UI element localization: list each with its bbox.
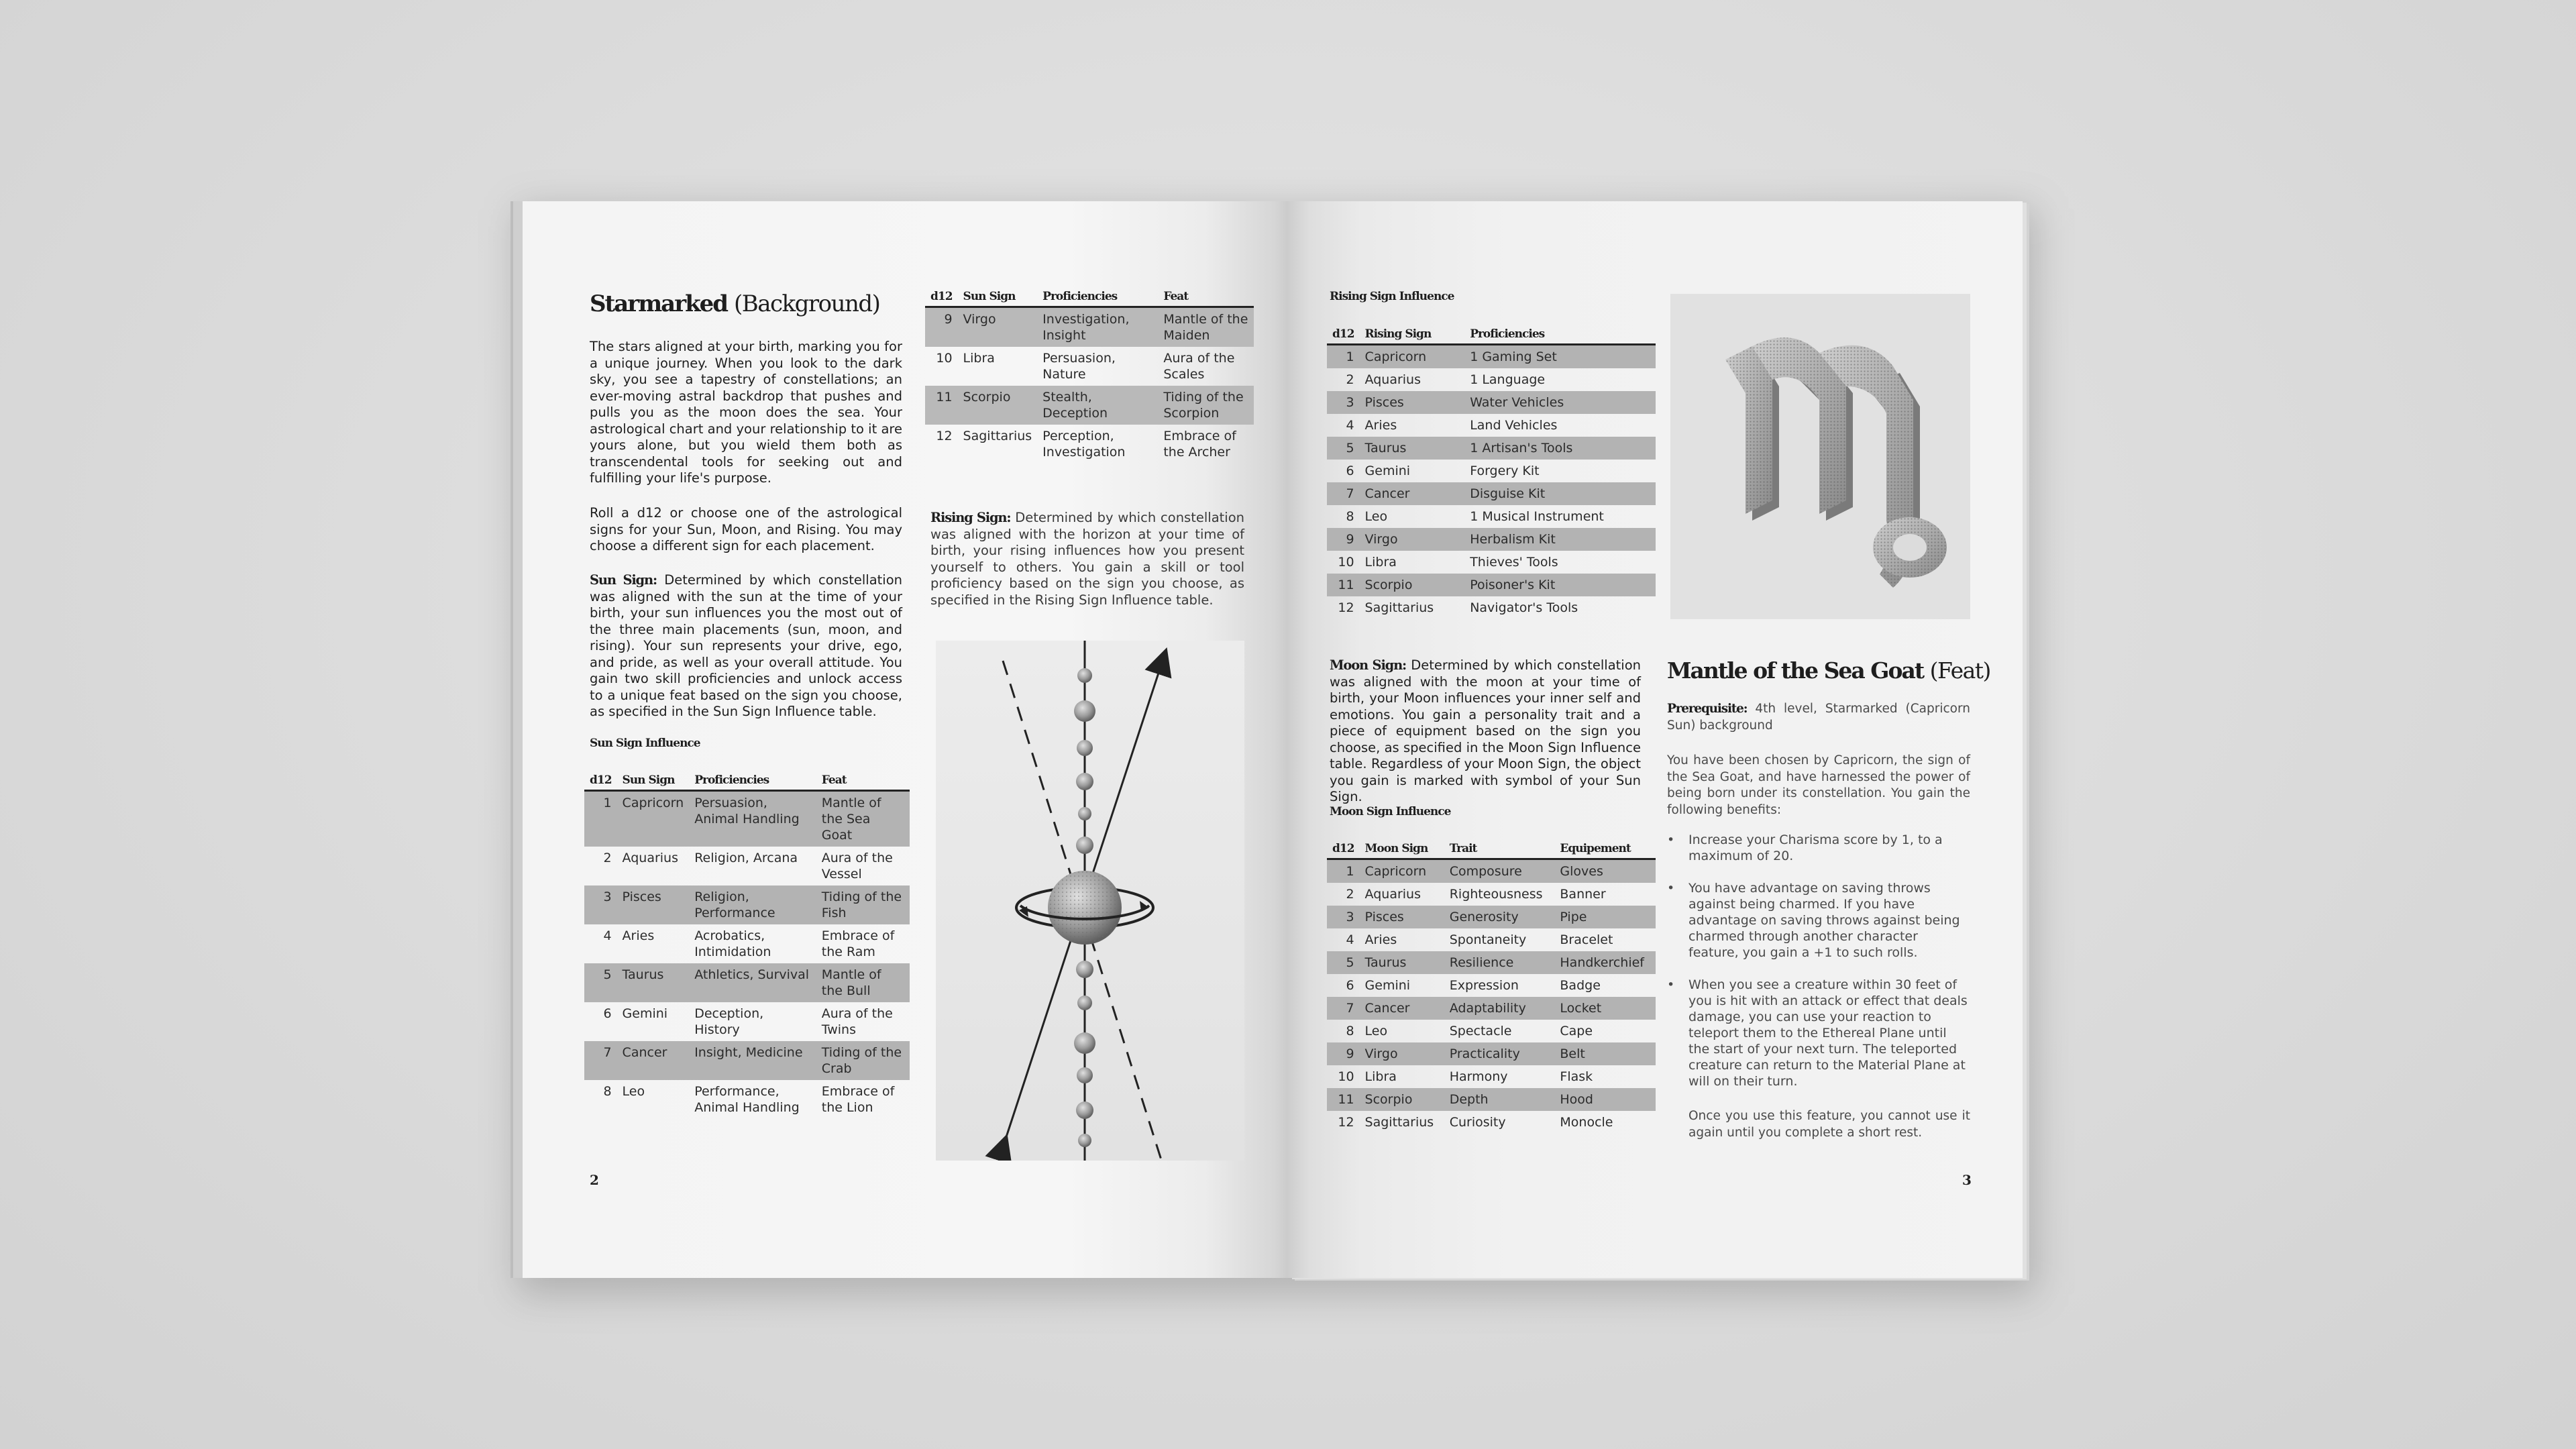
table-cell: 3 xyxy=(1327,391,1360,414)
table-cell: 2 xyxy=(1346,887,1354,902)
table-cell: 9 xyxy=(1327,1042,1360,1065)
table-cell: Generosity xyxy=(1444,906,1555,928)
table-cell: 8 xyxy=(1346,509,1354,524)
left-page xyxy=(513,201,1297,1278)
table-cell: 5 xyxy=(584,963,617,1002)
table-cell: Aquarius xyxy=(622,851,678,865)
table-cell: Resilience xyxy=(1444,951,1555,974)
table-cell: Herbalism Kit xyxy=(1464,528,1656,551)
table-cell: Libra xyxy=(963,351,995,366)
moon-sign-paragraph: Moon Sign: Determined by which constellation was aligned with the moon at your time of birth, your Moon influences your inner self and emotions. You gain a personality trait and a piece of equipment based on the sign you choose, as specified in the Moon Sign Influence table. Regardless of your Moon Sign, the object you gain is marked with symbol of your Sun Sign. xyxy=(1330,657,1641,804)
table-column-header: Sun Sign xyxy=(617,773,690,791)
table-cell: Banner xyxy=(1560,887,1606,902)
table-cell: 5 xyxy=(1327,437,1360,460)
table-cell: Pipe xyxy=(1554,906,1656,928)
table-row xyxy=(584,1041,910,1080)
table-column-header: Proficiencies xyxy=(689,773,816,791)
table-cell: Capricorn xyxy=(1360,345,1465,369)
table-row xyxy=(1327,482,1656,505)
table-cell: Virgo xyxy=(1360,528,1465,551)
table-cell: Composure xyxy=(1444,859,1555,883)
table-cell: 1 Artisan's Tools xyxy=(1464,437,1656,460)
table-row xyxy=(1327,1111,1656,1134)
table-cell: 11 xyxy=(1327,574,1360,596)
table-column-header: Trait xyxy=(1444,842,1555,859)
table-cell: Spontaneity xyxy=(1449,932,1527,947)
table-cell: Libra xyxy=(1364,1069,1397,1084)
table-cell: 4 xyxy=(1346,418,1354,433)
table-row xyxy=(584,847,910,885)
table-cell: Acrobatics, Intimidation xyxy=(694,928,771,959)
table-cell: Forgery Kit xyxy=(1470,464,1540,478)
table-row xyxy=(1327,1088,1656,1111)
table-cell: Bracelet xyxy=(1560,932,1613,947)
table-row xyxy=(1327,460,1656,482)
table-cell: 10 xyxy=(936,351,953,366)
table-row xyxy=(1327,883,1656,906)
table-cell: Libra xyxy=(1364,555,1397,570)
table-column-header: d12 xyxy=(1327,327,1360,345)
table-cell: Embrace of the Archer xyxy=(1163,429,1236,460)
table-cell: Aquarius xyxy=(1364,887,1421,902)
table-cell: 9 xyxy=(1327,528,1360,551)
table-cell: Taurus xyxy=(1360,437,1465,460)
table-cell: 2 xyxy=(1346,372,1354,387)
table-cell: Gemini xyxy=(622,1006,668,1021)
table-cell: Water Vehicles xyxy=(1464,391,1656,414)
table-cell: Aquarius xyxy=(1364,372,1421,387)
table-cell: 8 xyxy=(1346,1024,1354,1038)
table-column-header: d12 xyxy=(1327,842,1360,859)
page-number-left: 2 xyxy=(590,1172,599,1188)
table-cell: Aries xyxy=(1364,932,1397,947)
table-cell: Sagittarius xyxy=(1364,600,1434,615)
table-cell: Scorpio xyxy=(958,386,1038,425)
table-cell: Practicality xyxy=(1444,1042,1555,1065)
table-row xyxy=(1327,974,1656,997)
planet-orbit-axis-illustration xyxy=(936,641,1244,1161)
table-cell: 12 xyxy=(1338,1115,1354,1130)
table-cell: 8 xyxy=(603,1084,612,1099)
table-row xyxy=(584,791,910,847)
table-cell: Monocle xyxy=(1560,1115,1613,1130)
table-cell: Mantle of the Sea Goat xyxy=(816,791,910,847)
table-row xyxy=(1327,906,1656,928)
table-row xyxy=(1327,528,1656,551)
table-cell: 4 xyxy=(1346,932,1354,947)
table-cell: Expression xyxy=(1449,978,1519,993)
capricorn-glyph-illustration xyxy=(1670,294,1970,619)
table-cell: 1 xyxy=(584,791,617,847)
table-cell: Sagittarius xyxy=(963,429,1032,443)
table-row xyxy=(584,1002,910,1041)
table-cell: 6 xyxy=(1346,978,1354,993)
table-cell: Navigator's Tools xyxy=(1470,600,1578,615)
table-cell: Persuasion, Animal Handling xyxy=(689,791,816,847)
table-cell: Spectacle xyxy=(1449,1024,1512,1038)
table-row xyxy=(1327,414,1656,437)
table-row xyxy=(1327,859,1656,883)
feat-title: Mantle of the Sea Goat (Feat) xyxy=(1667,657,1990,684)
table-cell: Religion, Arcana xyxy=(694,851,798,865)
table-cell: 3 xyxy=(1327,906,1360,928)
table-cell: Leo xyxy=(1364,1024,1388,1038)
rising-sign-table xyxy=(1327,327,1656,619)
table-cell: Performance, Animal Handling xyxy=(694,1084,800,1115)
table-cell: Capricorn xyxy=(1360,859,1444,883)
right-page xyxy=(1288,201,2023,1278)
table-cell: Stealth, Deception xyxy=(1037,386,1158,425)
table-cell: Leo xyxy=(1364,509,1388,524)
table-cell: Sagittarius xyxy=(1364,1115,1434,1130)
table-cell: Land Vehicles xyxy=(1470,418,1558,433)
table-cell: 1 xyxy=(1327,345,1360,369)
table-cell: 12 xyxy=(936,429,953,443)
table-cell: Tiding of the Fish xyxy=(816,885,910,924)
feat-benefits-list xyxy=(1667,832,1970,1106)
table-cell: Perception, Investigation xyxy=(1042,429,1126,460)
table-cell: 1 Gaming Set xyxy=(1464,345,1656,369)
table-row xyxy=(584,924,910,963)
table-cell: Religion, Performance xyxy=(689,885,816,924)
rising-sign-paragraph: Rising Sign: Determined by which constellation was aligned with the horizon at your time of birth, your rising influences how you present yourself to others. You gain a skill or tool proficiency based on the sign you choose, as specified in the Rising Sign Influence table. xyxy=(930,510,1245,608)
table-cell: 9 xyxy=(925,307,958,347)
table-column-header: Proficiencies xyxy=(1037,290,1158,307)
table-cell: Handkerchief xyxy=(1554,951,1656,974)
table-cell: Embrace of the Ram xyxy=(821,928,895,959)
table-column-header: Rising Sign xyxy=(1360,327,1465,345)
table-row xyxy=(1327,596,1656,619)
table-cell: Aries xyxy=(1364,418,1397,433)
table-cell: Capricorn xyxy=(617,791,690,847)
sun-sign-table-continued xyxy=(925,290,1254,464)
table-cell: Righteousness xyxy=(1449,887,1543,902)
table-column-header: d12 xyxy=(584,773,617,791)
table-cell: Investigation, Insight xyxy=(1037,307,1158,347)
table-cell: 1 Musical Instrument xyxy=(1470,509,1604,524)
table-cell: Hood xyxy=(1554,1088,1656,1111)
table-cell: Pisces xyxy=(1360,391,1465,414)
table-cell: Scorpio xyxy=(1360,574,1465,596)
table-row xyxy=(1327,1020,1656,1042)
table-row xyxy=(925,347,1254,386)
table-cell: Cancer xyxy=(1360,482,1465,505)
table-row xyxy=(925,425,1254,464)
table-cell: 3 xyxy=(584,885,617,924)
table-cell: Taurus xyxy=(1360,951,1444,974)
table-row xyxy=(1327,345,1656,369)
table-cell: 1 xyxy=(1327,859,1360,883)
table-cell: Gemini xyxy=(1364,464,1411,478)
table-cell: Taurus xyxy=(617,963,690,1002)
background-title: Starmarked (Background) xyxy=(590,290,880,317)
table-cell: 11 xyxy=(925,386,958,425)
table-cell: Depth xyxy=(1444,1088,1555,1111)
table-cell: 6 xyxy=(1346,464,1354,478)
intro-paragraph: The stars aligned at your birth, marking you for a unique journey. When you look to the dark sky, you see a tapestry of constellations; an ever-moving astral backdrop that pushes and pulls you as the moon does the sea. Your astrological chart and your relationship to it are yours alone, but you wield them both as transcendental tools for seeking out and fulfilling your life's purpose. xyxy=(590,339,902,486)
table-row xyxy=(1327,997,1656,1020)
table-row xyxy=(1327,551,1656,574)
benefit-item: • You have advantage on saving throws against being charmed. If you have advantage on saving throws against being charmed through another character feature, you gain a +1 to such rolls. xyxy=(1667,880,1970,961)
table-cell: 7 xyxy=(1327,482,1360,505)
table-cell: Virgo xyxy=(958,307,1038,347)
table-cell: Tiding of the Scorpion xyxy=(1158,386,1254,425)
table-cell: Tiding of the Crab xyxy=(816,1041,910,1080)
table-cell: Insight, Medicine xyxy=(689,1041,816,1080)
table-cell: Poisoner's Kit xyxy=(1464,574,1656,596)
table-row xyxy=(1327,1065,1656,1088)
roll-paragraph: Roll a d12 or choose one of the astrological signs for your Sun, Moon, and Rising. You may choose a different sign for each placement. xyxy=(590,505,902,553)
table-cell: 7 xyxy=(584,1041,617,1080)
table-cell: Disguise Kit xyxy=(1464,482,1656,505)
table-row xyxy=(1327,574,1656,596)
table-cell: 6 xyxy=(603,1006,612,1021)
table-row xyxy=(584,963,910,1002)
table-row xyxy=(925,307,1254,347)
table-row xyxy=(1327,505,1656,528)
table-column-header: Equipement xyxy=(1554,842,1656,859)
table-cell: Gloves xyxy=(1554,859,1656,883)
table-row xyxy=(925,386,1254,425)
table-cell: Curiosity xyxy=(1449,1115,1506,1130)
sun-sign-table xyxy=(584,773,910,1119)
benefit-item: • Increase your Charisma score by 1, to a maximum of 20. xyxy=(1667,832,1970,864)
table-cell: 11 xyxy=(1327,1088,1360,1111)
table-cell: Cancer xyxy=(617,1041,690,1080)
table-cell: Belt xyxy=(1554,1042,1656,1065)
table-cell: 10 xyxy=(1338,1069,1354,1084)
table-cell: Embrace of the Lion xyxy=(821,1084,895,1115)
moon-sign-table xyxy=(1327,842,1656,1134)
table-cell: Gemini xyxy=(1364,978,1411,993)
table-cell: Aura of the Vessel xyxy=(821,851,893,881)
table-cell: Deception, History xyxy=(694,1006,764,1037)
table-cell: 10 xyxy=(1338,555,1354,570)
table-cell: Scorpio xyxy=(1360,1088,1444,1111)
table-cell: 4 xyxy=(603,928,612,943)
table-cell: Aura of the Scales xyxy=(1163,351,1235,382)
table-column-header: Proficiencies xyxy=(1464,327,1656,345)
table-cell: 7 xyxy=(1327,997,1360,1020)
table-row xyxy=(1327,437,1656,460)
table-cell: 5 xyxy=(1327,951,1360,974)
table-column-header: Moon Sign xyxy=(1360,842,1444,859)
table-cell: Cancer xyxy=(1360,997,1444,1020)
table-row xyxy=(1327,928,1656,951)
table-cell: Persuasion, Nature xyxy=(1042,351,1116,382)
rising-table-heading: Rising Sign Influence xyxy=(1330,290,1454,303)
feat-intro-paragraph: You have been chosen by Capricorn, the sign of the Sea Goat, and have harnessed the power of being born under its constellation. You gain the following benefits: xyxy=(1667,753,1970,817)
table-cell: Cape xyxy=(1560,1024,1593,1038)
table-row xyxy=(1327,951,1656,974)
table-column-header: Sun Sign xyxy=(958,290,1038,307)
table-column-header: d12 xyxy=(925,290,958,307)
table-cell: Adaptability xyxy=(1444,997,1555,1020)
sun-table-heading: Sun Sign Influence xyxy=(590,737,700,750)
table-cell: 12 xyxy=(1338,600,1354,615)
table-cell: Virgo xyxy=(1360,1042,1444,1065)
table-row xyxy=(1327,1042,1656,1065)
table-cell: Flask xyxy=(1560,1069,1593,1084)
table-cell: Pisces xyxy=(617,885,690,924)
table-cell: Pisces xyxy=(1360,906,1444,928)
table-column-header: Feat xyxy=(1158,290,1254,307)
table-row xyxy=(1327,368,1656,391)
table-cell: Locket xyxy=(1554,997,1656,1020)
table-cell: Aries xyxy=(622,928,655,943)
table-cell: Mantle of the Bull xyxy=(816,963,910,1002)
table-cell: Athletics, Survival xyxy=(689,963,816,1002)
benefit-item: • When you see a creature within 30 feet of you is hit with an attack or effect that deals damage, you can use your reaction to teleport them to the Ethereal Plane until the start of your next turn. The teleported creature can return to the Material Plane at will on their turn. xyxy=(1667,977,1970,1089)
table-cell: Aura of the Twins xyxy=(821,1006,893,1037)
table-cell: 2 xyxy=(603,851,612,865)
table-cell: Thieves' Tools xyxy=(1470,555,1558,570)
moon-table-heading: Moon Sign Influence xyxy=(1330,805,1451,818)
sun-sign-paragraph: Sun Sign: Determined by which constellation was aligned with the sun at the time of your birth, your sun influences you the most out of the three main placements (sun, moon, and rising). Your sun represents your drive, ego, and pride, as well as your overall attitude. You gain two skill proficiencies and unlock access to a unique feat based on the sign you choose, as specified in the Sun Sign Influence table. xyxy=(590,572,902,719)
page-number-right: 3 xyxy=(1962,1172,1972,1188)
table-column-header: Feat xyxy=(816,773,910,791)
table-cell: 1 Language xyxy=(1470,372,1546,387)
table-cell: Harmony xyxy=(1449,1069,1508,1084)
table-row xyxy=(1327,391,1656,414)
table-row xyxy=(584,1080,910,1119)
table-row xyxy=(584,885,910,924)
table-cell: Leo xyxy=(622,1084,645,1099)
prerequisite-line: Prerequisite: 4th level, Starmarked (Capricorn Sun) background xyxy=(1667,702,1970,733)
feat-closing-paragraph: Once you use this feature, you cannot use it again until you complete a short rest. xyxy=(1688,1109,1970,1140)
table-cell: Badge xyxy=(1560,978,1601,993)
table-cell: Mantle of the Maiden xyxy=(1158,307,1254,347)
